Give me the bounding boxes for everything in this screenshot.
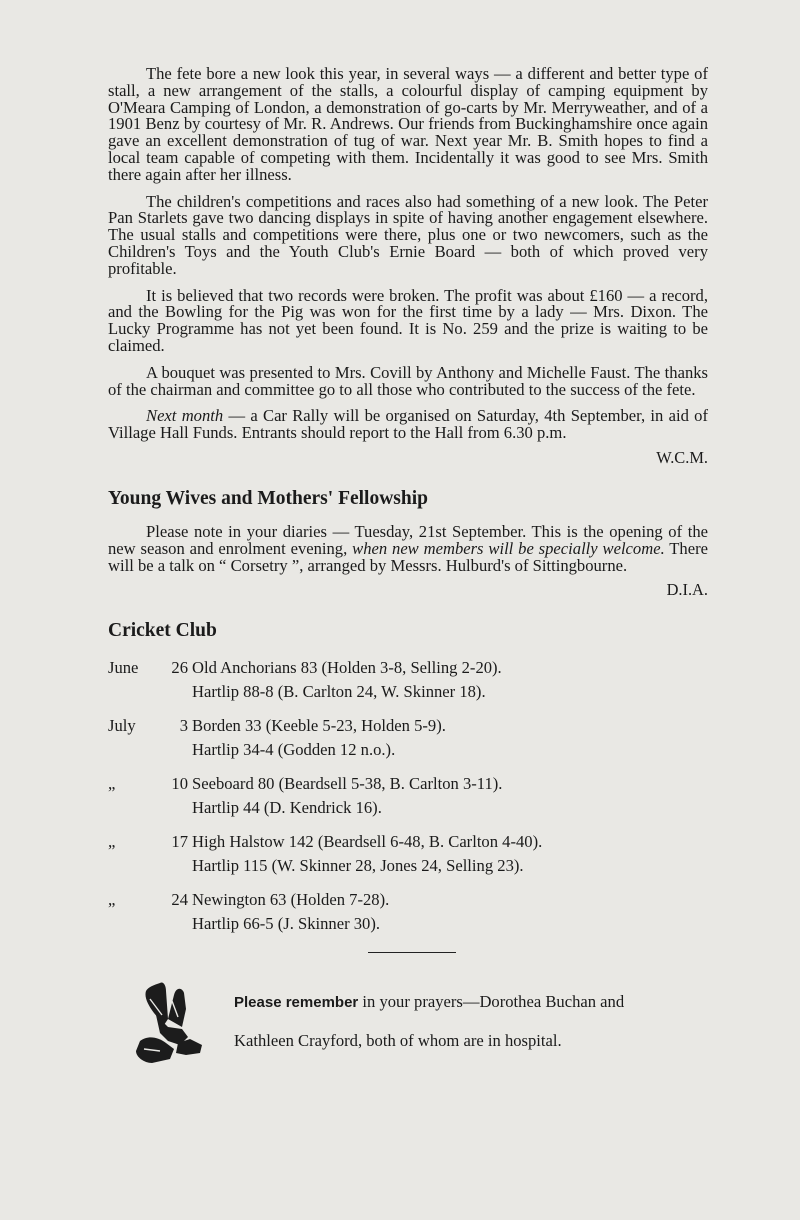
- hartlip-score: Hartlip 44 (D. Kendrick 16).: [192, 798, 382, 818]
- hartlip-score: Hartlip 88-8 (B. Carlton 24, W. Skinner 18).: [192, 682, 486, 702]
- prayer-notice: [108, 979, 708, 1065]
- hartlip-score: Hartlip 66-5 (J. Skinner 30).: [192, 914, 381, 934]
- prayer-text: [234, 983, 624, 1060]
- fete-paragraph-4: A bouquet was presented to Mrs. Covill by Anthony and Michelle Faust. The thanks of the chairman and committee go to all those who contributed to the success of the fete.: [108, 362, 708, 399]
- please-remember-label: Please remember: [234, 994, 359, 1012]
- young-wives-heading: Young Wives and Mothers' Fellowship: [108, 487, 428, 509]
- fixture-day: 3: [179, 716, 188, 736]
- young-wives-signature: D.I.A.: [666, 580, 708, 600]
- fete-paragraph-2: The children's competitions and races also had something of a new look. The Peter Pan Starlets gave two dancing displays in spite of having another engagement elsewhere. The usual stalls and competitions were there, plus one or two newcomers, such as the Children's Toys and the Youth Club's Ernie Board — both of which proved very profitable.: [108, 191, 708, 278]
- hartlip-score: Hartlip 34-4 (Godden 12 n.o.).: [192, 740, 396, 760]
- fixture-month: „: [108, 774, 116, 794]
- fixture-row: [108, 772, 708, 820]
- fixture-month: June: [108, 658, 139, 678]
- praying-hands-icon: [130, 979, 208, 1065]
- fixture-row: [108, 830, 708, 878]
- fixture-month: „: [108, 832, 116, 852]
- fixture-results: [192, 830, 708, 878]
- fixture-day: 10: [171, 774, 188, 794]
- fixture-results: [192, 772, 708, 820]
- fixture-date: [108, 830, 192, 878]
- prayer-line-1-rest: in your prayers—Dorothea Buchan and: [358, 992, 625, 1012]
- young-wives-section: [108, 488, 708, 600]
- opponent-score: Newington 63 (Holden 7-28).: [192, 890, 390, 910]
- fixture-row: [108, 714, 708, 762]
- fixture-month: July: [108, 716, 136, 736]
- young-wives-text: [108, 521, 708, 575]
- fete-paragraph-1: The fete bore a new look this year, in several ways — a different and better type of stall, a new arrangement of the stalls, a colourful display of camping equipment by O'Meara Camping of London, a demonstration of go-carts by Mr. Merryweather, and of a 1901 Benz by courtesy of Mr. R. Andrews. Our friends from Buckinghamshire once again gave an excellent demonstration of tug of war. Next year Mr. B. Smith hopes to find a local team capable of competing with them. Incidentally it was good to see Mrs. Smith there again after her illness.: [108, 64, 708, 184]
- fixture-list: [108, 656, 708, 936]
- opponent-score: High Halstow 142 (Beardsell 6-48, B. Carlton 4-40).: [192, 832, 543, 852]
- fixture-day: 24: [171, 890, 188, 910]
- cricket-club-section: [108, 620, 708, 953]
- fixture-results: [192, 656, 708, 704]
- fixture-results: [192, 714, 708, 762]
- prayer-line-1: [234, 983, 624, 1022]
- young-wives-italic: when new members will be specially welcome.: [352, 538, 665, 558]
- next-month-label: Next month: [146, 406, 224, 426]
- fixture-row: [108, 656, 708, 704]
- opponent-score: Borden 33 (Keeble 5-23, Holden 5-9).: [192, 716, 446, 736]
- fixture-date: [108, 888, 192, 936]
- young-wives-text-a: Please note in your diaries — Tuesday, 21st September. This is the opening of the new season and enrolment evening,: [108, 521, 708, 558]
- fete-signature: W.C.M.: [656, 447, 708, 467]
- fixture-day: 17: [171, 832, 188, 852]
- fixture-date: [108, 714, 192, 762]
- car-rally-text: — a Car Rally will be organised on Saturday, 4th September, in aid of Village Hall Funds. Entrants should report to the Hall from 6.30 p.m.: [108, 406, 709, 443]
- young-wives-text-b: There will be a talk on “ Corsetry ”, arranged by Messrs. Hulburd's of Sittingbourne.: [108, 538, 708, 575]
- fixture-results: [192, 888, 708, 936]
- section-divider: [368, 952, 456, 953]
- fixture-day: 26: [171, 658, 188, 678]
- hartlip-score: Hartlip 115 (W. Skinner 28, Jones 24, Selling 23).: [192, 856, 524, 876]
- opponent-score: Seeboard 80 (Beardsell 5-38, B. Carlton 3-11).: [192, 774, 503, 794]
- cricket-club-heading: Cricket Club: [108, 620, 217, 642]
- fixture-date: [108, 656, 192, 704]
- fete-report: [108, 66, 708, 468]
- fete-paragraph-5: [108, 408, 708, 442]
- opponent-score: Old Anchorians 83 (Holden 3-8, Selling 2-20).: [192, 658, 502, 678]
- fixture-month: „: [108, 890, 116, 910]
- prayer-line-2: Kathleen Crayford, both of whom are in hospital.: [234, 1031, 562, 1051]
- fixture-row: [108, 888, 708, 936]
- fixture-date: [108, 772, 192, 820]
- fete-paragraph-3: It is believed that two records were broken. The profit was about £160 — a record, and the Bowling for the Pig was won for the first time by a lady — Mrs. Dixon. The Lucky Programme has not yet been found. It is No. 259 and the prize is waiting to be claimed.: [108, 285, 708, 355]
